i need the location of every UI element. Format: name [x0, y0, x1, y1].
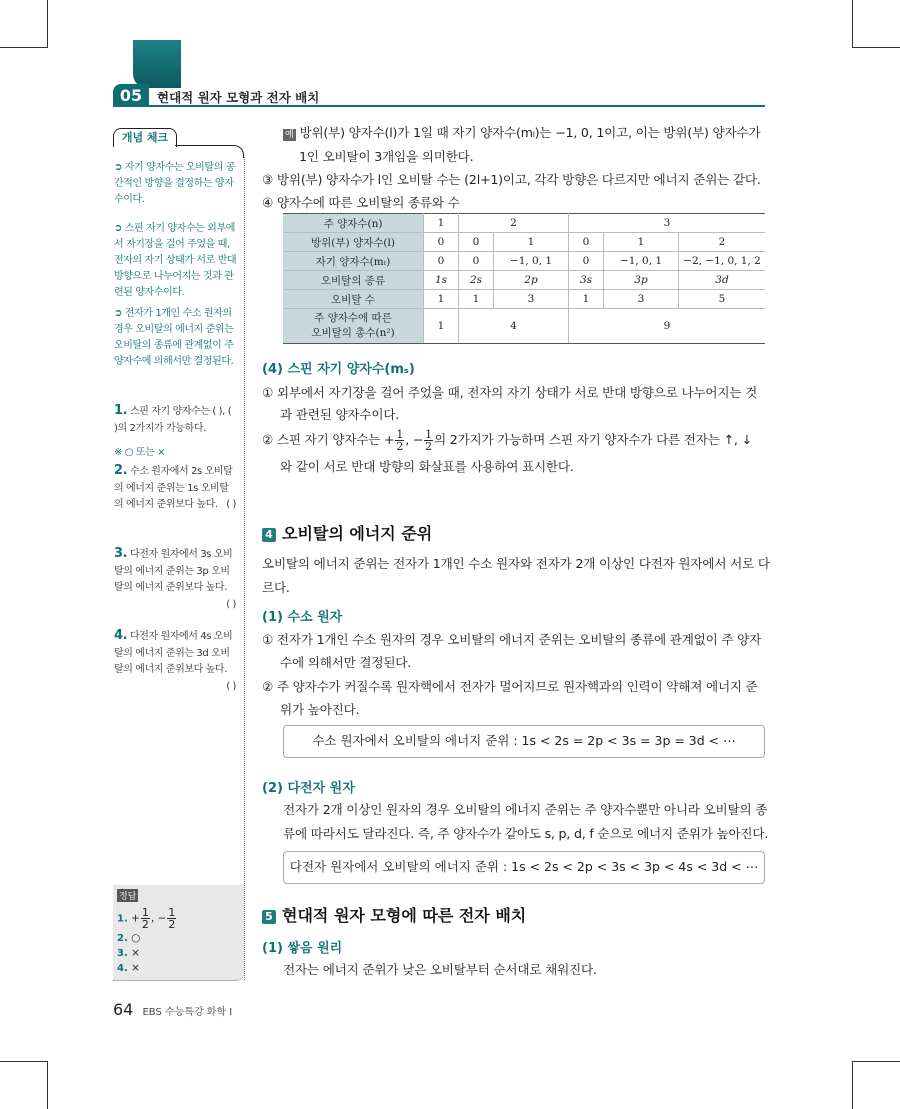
answer-box: [113, 885, 244, 981]
spin-heading: (4) 스핀 자기 양자수(mₛ): [262, 362, 415, 377]
example-line: 예 방위(부) 양자수(l)가 1일 때 자기 양자수(mₗ)는 −1, 0, 1이고, 이는 방위(부) 양자수가: [285, 125, 761, 140]
list-item: ③ 방위(부) 양자수가 l인 오비탈 수는 (2l+1)이고, 각각 방향은 다르지만 에너지 준위는 같다.: [262, 172, 761, 187]
crop-mark: [852, 1061, 900, 1062]
ox-note: ※ ○ 또는 ×: [114, 447, 166, 458]
list-item: ② 주 양자수가 커질수록 원자핵에서 전자가 멀어지므로 원자핵과의 인력이 약해져 에너지 준: [262, 679, 758, 694]
quiz-question-2: 2. 수소 원자에서 2s 오비탈의 에너지 준위는 1s 오비탈의 에너지 준위보다 높다. ( ): [114, 463, 236, 514]
paragraph: 류에 따라서도 달라진다. 즉, 주 양자수가 같아도 s, p, d, f 순으로 에너지 준위가 높아진다.: [283, 826, 769, 841]
answer-blank[interactable]: ( ): [226, 680, 236, 692]
table-row: 방위(부) 양자수(l) 0 0 1 0 1 2: [283, 233, 765, 252]
example-line: 1인 오비탈이 3개임을 의미한다.: [299, 149, 474, 164]
answer-label: 정답: [117, 889, 138, 902]
list-item: 위가 높아진다.: [280, 702, 360, 717]
paragraph: 전자가 2개 이상인 원자의 경우 오비탈의 에너지 준위는 주 양자수뿐만 아니라 오비탈의 종: [283, 802, 768, 817]
table-row: 오비탈 수 1 1 3 1 3 5: [283, 290, 765, 309]
crop-mark: [852, 47, 900, 48]
chapter-title: 현대적 원자 모형과 전자 배치: [157, 90, 320, 105]
section-4-heading: 4 오비탈의 에너지 준위: [262, 521, 432, 544]
hydrogen-heading: (1) 수소 원자: [262, 610, 343, 625]
section-5-heading: 5 현대적 원자 모형에 따른 전자 배치: [262, 903, 526, 926]
concept-note: ➲ 스핀 자기 양자수는 외부에서 자기장을 걸어 주었을 때, 전자의 자기 상태가 서로 반대 방향으로 나누어지는 것과 관련된 양자수이다.: [114, 223, 237, 298]
header-rule: [113, 105, 765, 107]
quiz-question-1: 1. 스핀 자기 양자수는 ( ), ( )의 2가지가 가능하다.: [114, 403, 232, 434]
list-item: ① 외부에서 자기장을 걸어 주었을 때, 전자의 자기 상태가 서로 반대 방향으로 나누어지는 것: [262, 385, 758, 400]
answer-4: 4. ×: [117, 962, 140, 974]
chapter-tab-decoration: [133, 40, 181, 88]
example-badge: 예: [285, 130, 294, 140]
book-title: EBS 수능특강 화학 Ⅰ: [142, 1007, 233, 1018]
paragraph: 전자는 에너지 준위가 낮은 오비탈부터 순서대로 채워진다.: [283, 962, 597, 977]
hydrogen-energy-order-box: 수소 원자에서 오비탈의 에너지 준위 : 1s < 2s = 2p < 3s = 3p = 3d < ⋯: [283, 725, 765, 758]
arrow-circle-icon: ➲: [114, 308, 125, 319]
answer-2: 2. ○: [117, 932, 141, 944]
list-item: ② 스핀 자기 양자수는 + $\frac{1}{2}$ , − $\frac{1}{2}$ 의 2가지가 가능하며 스핀 자기 양자수가 다른 전자는 ↑, ↓: [262, 428, 752, 453]
list-item: ① 전자가 1개인 수소 원자의 경우 오비탈의 에너지 준위는 오비탈의 종류에 관계없이 주 양자: [262, 632, 762, 647]
crop-mark: [47, 0, 48, 48]
page-number: 64: [113, 1000, 134, 1019]
quiz-question-3: 3. 다전자 원자에서 3s 오비탈의 에너지 준위는 3p 오비탈의 에너지 준위보다 높다. ( ): [114, 546, 236, 613]
list-item: 와 같이 서로 반대 방향의 화살표를 사용하여 표시한다.: [280, 459, 574, 474]
answer-3: 3. ×: [117, 947, 140, 959]
crop-mark: [852, 0, 853, 48]
crop-mark: [0, 47, 48, 48]
paragraph: 르다.: [262, 580, 290, 595]
sidebar-divider: [244, 157, 245, 980]
page-footer: [113, 1000, 232, 1019]
concept-check-tab: [113, 128, 177, 147]
answer-1: 1. + $\frac{1}{2}$ , − $\frac{1}{2}$: [117, 906, 176, 931]
multielectron-heading: (2) 다전자 원자: [262, 781, 355, 796]
quiz-question-4: 4. 다전자 원자에서 4s 오비탈의 에너지 준위는 3d 오비탈의 에너지 준위보다 높다. ( ): [114, 628, 236, 695]
arrow-circle-icon: ➲: [114, 162, 125, 173]
chapter-number: 05: [113, 84, 149, 107]
concept-note: ➲ 자기 양자수는 오비탈의 공간적인 방향을 결정하는 양자수이다.: [114, 162, 235, 205]
crop-mark: [0, 1061, 48, 1062]
list-item: 과 관련된 양자수이다.: [280, 407, 400, 422]
concept-check-label: 개념 체크: [121, 131, 169, 144]
multielectron-energy-order-box: 다전자 원자에서 오비탈의 에너지 준위 : 1s < 2s < 2p < 3s < 3p < 4s < 3d < ⋯: [283, 851, 765, 884]
list-item: ④ 양자수에 따른 오비탈의 종류와 수: [262, 195, 460, 210]
table-row: 주 양자수에 따른 오비탈의 총수(n²) 1 4 9: [283, 309, 765, 344]
table-row: 오비탈의 종류 1s 2s 2p 3s 3p 3d: [283, 271, 765, 290]
table-row: 자기 양자수(mₗ) 0 0 −1, 0, 1 0 −1, 0, 1 −2, −1, 0, 1, 2: [283, 252, 765, 271]
answer-blank[interactable]: ( ): [226, 499, 236, 510]
list-item: 수에 의해서만 결정된다.: [280, 655, 412, 670]
paragraph: 오비탈의 에너지 준위는 전자가 1개인 수소 원자와 전자가 2개 이상인 다전자 원자에서 서로 다: [262, 556, 770, 571]
sidebar-frame: [175, 145, 244, 158]
answer-blank[interactable]: ( ): [226, 598, 236, 610]
crop-mark: [47, 1061, 48, 1109]
crop-mark: [852, 1061, 853, 1109]
aufbau-heading: (1) 쌓음 원리: [262, 941, 343, 956]
arrow-circle-icon: ➲: [114, 223, 125, 234]
table-row: 주 양자수(n) 1 2 3: [283, 214, 765, 233]
quantum-number-table: [283, 213, 765, 344]
concept-note: ➲ 전자가 1개인 수소 원자의 경우 오비탈의 에너지 준위는 오비탈의 종류에 관계없이 주 양자수에 의해서만 결정된다.: [114, 308, 234, 367]
